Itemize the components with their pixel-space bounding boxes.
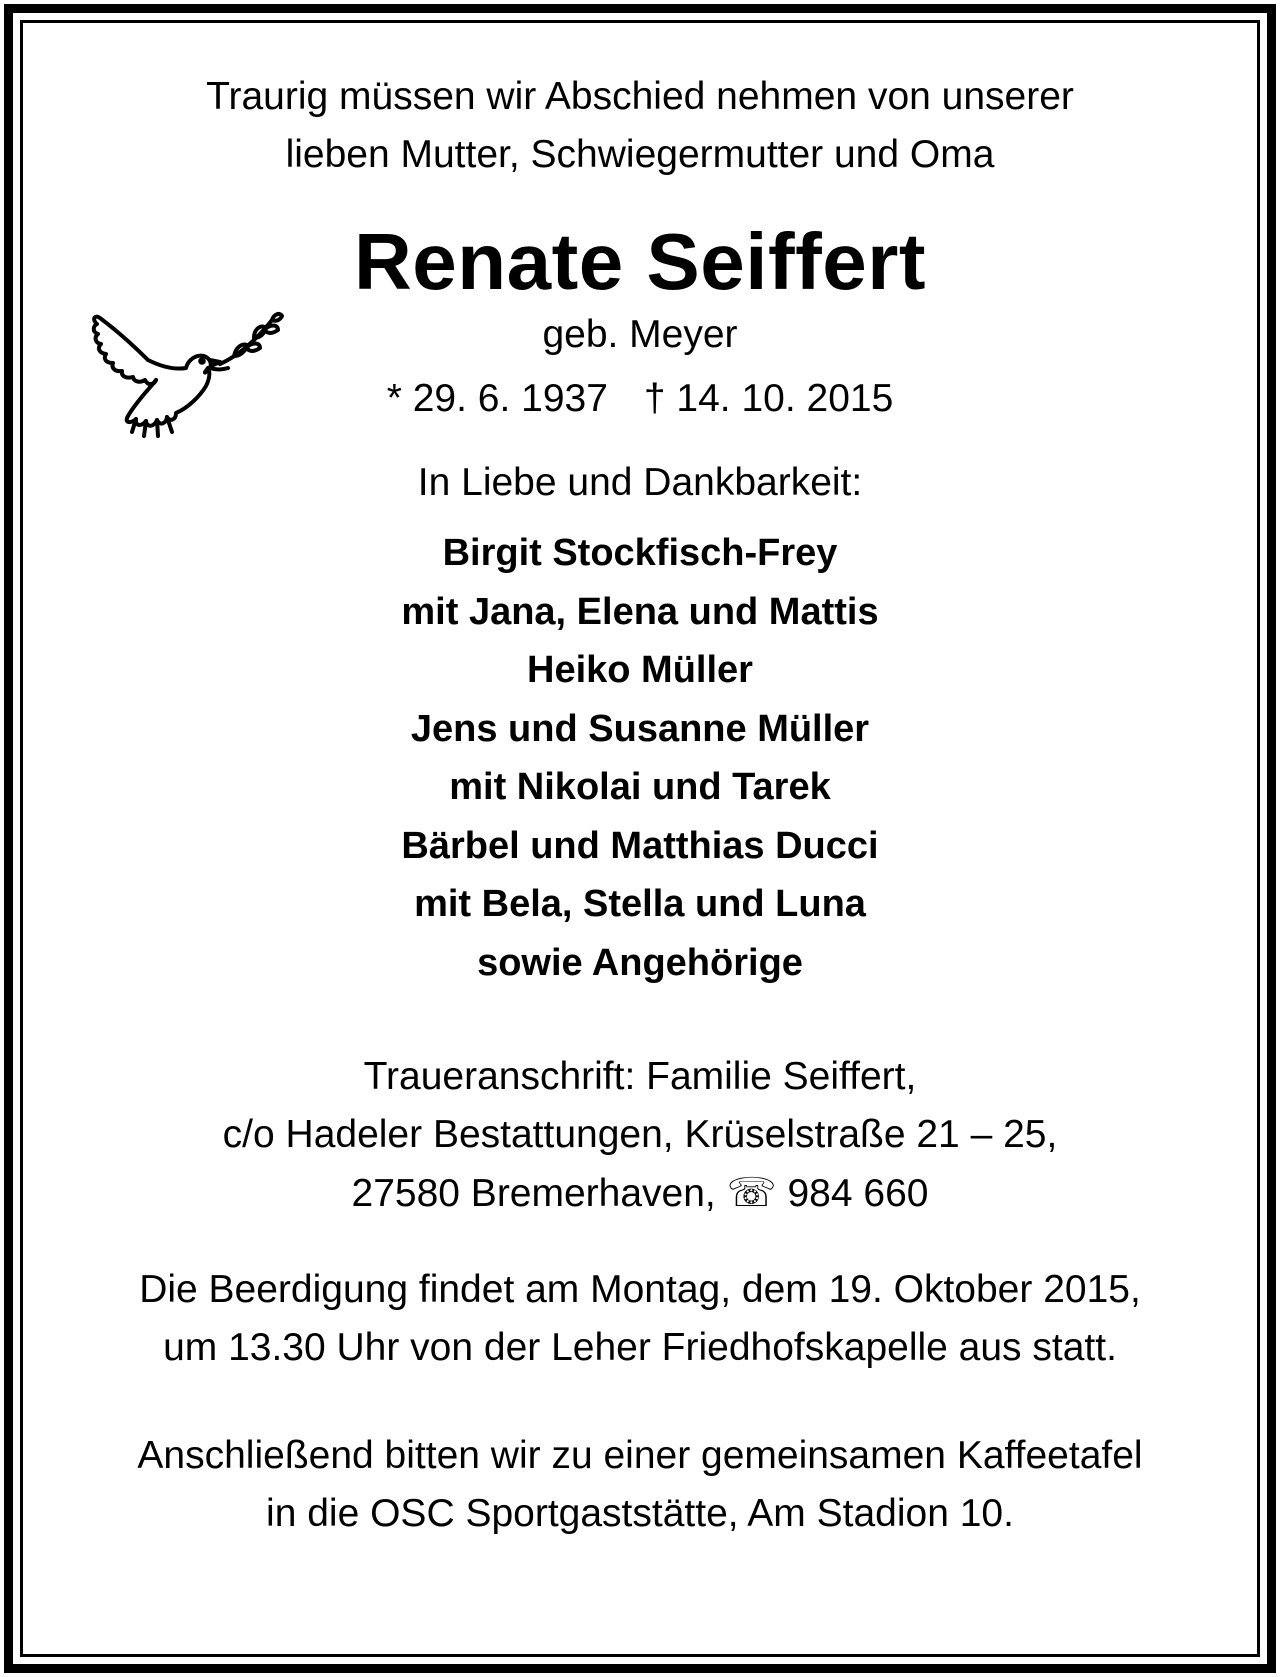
reception-line-1: Anschließend bitten wir zu einer gemeinsamen Kaffeetafel bbox=[137, 1434, 1143, 1477]
phone-number: 984 660 bbox=[787, 1172, 929, 1215]
obituary-text bbox=[40, 60, 1240, 1543]
telephone-icon: ☏ bbox=[726, 1171, 777, 1215]
address-line-2: c/o Hadeler Bestattungen, Krüselstraße 21 – 25, bbox=[222, 1113, 1058, 1156]
deceased-name: Renate Seiffert bbox=[353, 217, 927, 306]
family-line: mit Jana, Elena und Mattis bbox=[401, 590, 879, 633]
family-line: Bärbel und Matthias Ducci bbox=[401, 824, 879, 867]
address-line-1: Traueranschrift: Familie Seiffert, bbox=[363, 1055, 917, 1098]
death-date: † 14. 10. 2015 bbox=[643, 377, 894, 420]
mourning-address bbox=[40, 1048, 1240, 1223]
funeral-notice bbox=[40, 1261, 1240, 1377]
funeral-line-1: Die Beerdigung findet am Montag, dem 19. Oktober 2015, bbox=[139, 1268, 1141, 1311]
intro-line-2: lieben Mutter, Schwiegermutter und Oma bbox=[285, 133, 995, 176]
funeral-line-2: um 13.30 Uhr von der Leher Friedhofskapelle aus statt. bbox=[163, 1326, 1117, 1369]
family-line: sowie Angehörige bbox=[477, 941, 803, 984]
intro-line-1: Traurig müssen wir Abschied nehmen von unserer bbox=[206, 75, 1074, 118]
address-city: 27580 Bremerhaven, bbox=[351, 1172, 716, 1215]
family-list bbox=[40, 524, 1240, 992]
family-line: mit Bela, Stella und Luna bbox=[414, 883, 866, 925]
family-line: Jens und Susanne Müller bbox=[410, 707, 870, 750]
reception-line-2: in die OSC Sportgaststätte, Am Stadion 10. bbox=[266, 1492, 1014, 1535]
family-line: mit Nikolai und Tarek bbox=[449, 766, 831, 808]
thanks-line: In Liebe und Dankbarkeit: bbox=[417, 461, 863, 504]
family-line: Birgit Stockfisch-Frey bbox=[442, 532, 838, 574]
maiden-name: geb. Meyer bbox=[542, 313, 738, 356]
intro-text bbox=[40, 68, 1240, 184]
family-line: Heiko Müller bbox=[527, 649, 753, 691]
address-line-3 bbox=[40, 1164, 1240, 1223]
life-dates bbox=[40, 370, 1240, 428]
birth-date: * 29. 6. 1937 bbox=[386, 377, 608, 420]
reception-notice bbox=[40, 1427, 1240, 1543]
